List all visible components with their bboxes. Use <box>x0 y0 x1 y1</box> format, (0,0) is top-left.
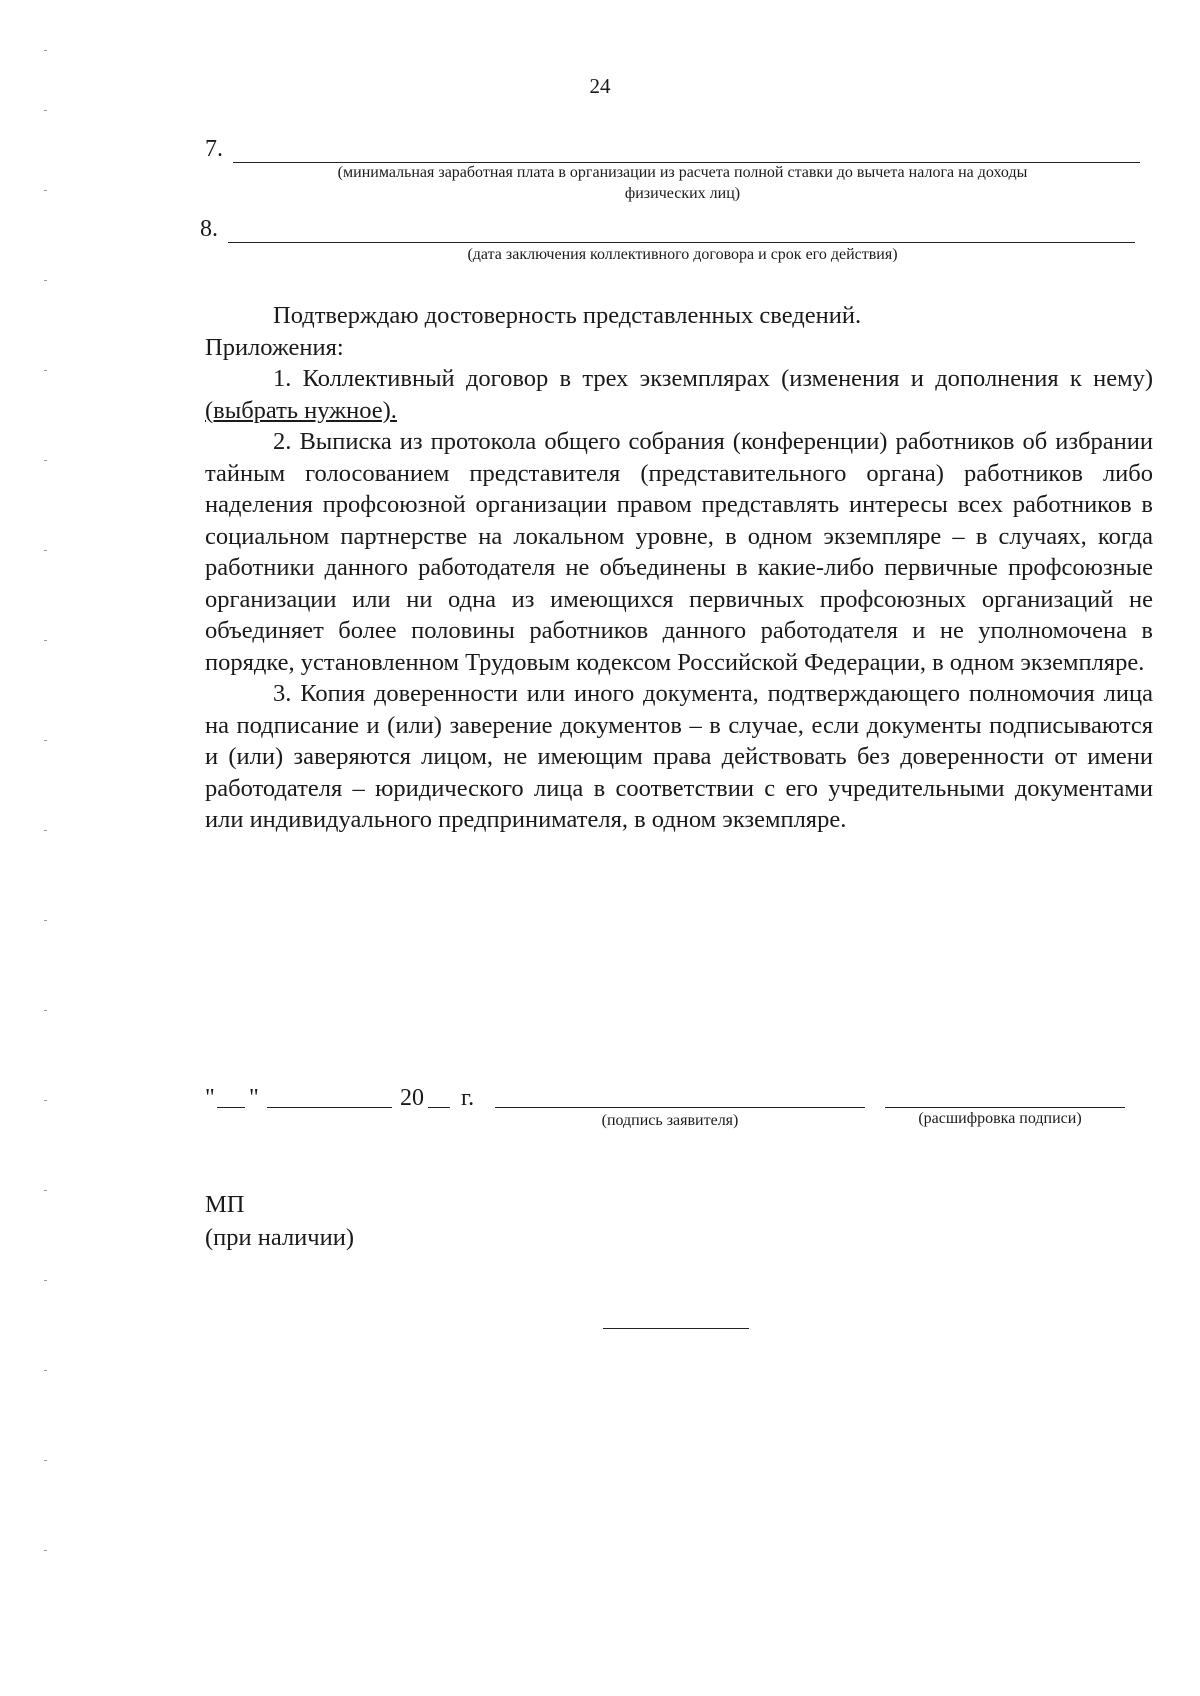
signature-caption: (подпись заявителя) <box>601 1112 739 1129</box>
scan-margin-marks <box>44 40 52 1640</box>
stamp-note: (при наличии) <box>205 1224 354 1251</box>
field-7-caption-line-2: физических лиц) <box>624 185 741 202</box>
field-7-number: 7. <box>205 136 223 162</box>
field-8-caption: (дата заключения коллективного договора и срок его действия) <box>467 246 898 263</box>
page-number: 24 <box>589 74 611 98</box>
attachment-item-1-text: 1. Коллективный договор в трех экземплярах (изменения и дополнения к нему) <box>273 365 1153 392</box>
field-7-caption <box>225 162 1140 204</box>
date-day-blank <box>217 1107 245 1108</box>
end-of-document-rule <box>603 1328 749 1329</box>
field-8-blank <box>228 220 1135 243</box>
field-7-caption-line-1: (минимальная заработная плата в организации из расчета полной ставки до вычета налога на доходы <box>337 164 1028 181</box>
attachment-item-3: 3. Копия доверенности или иного документа, подтверждающего полномочия лица на подписание и (или) заверение документов – в случае, если документы подписываются и (или) заверяются лицом, не имеющим права действовать без доверенности от имени работодателя – юридического лица в соответствии с его учредительными документами или индивидуального предпринимателя, в одном экземпляре. <box>205 680 1153 833</box>
field-8 <box>200 216 1135 243</box>
date-year-blank <box>428 1107 450 1108</box>
stamp-block <box>205 1188 354 1254</box>
date-quote-open: " <box>205 1085 215 1111</box>
stamp-label: МП <box>205 1191 245 1218</box>
field-7-blank <box>233 140 1140 163</box>
attachment-item-1-note: (выбрать нужное). <box>205 396 397 424</box>
decoding-caption: (расшифровка подписи) <box>918 1110 1082 1127</box>
date-month-blank <box>267 1107 392 1108</box>
field-8-number: 8. <box>200 216 218 242</box>
document-body <box>205 300 1153 836</box>
confirmation-text: Подтверждаю достоверность представленных сведений. <box>273 302 862 329</box>
date-year-suffix: г. <box>461 1085 475 1111</box>
signature-blank <box>495 1107 865 1108</box>
field-7 <box>205 136 1140 163</box>
date-quote-close: " <box>249 1085 259 1111</box>
attachment-item-2: 2. Выписка из протокола общего собрания (конференции) работников об избрании тайным голосованием представителя (представительного органа) работников либо наделения профсоюзной организации правом представлять интересы всех работников в социальном партнерстве на локальном уровне, в одном экземпляре – в случаях, когда работники данного работодателя не объединены в какие-либо первичные профсоюзные организации или ни одна из имеющихся первичных профсоюзных организаций не объединяет более половины работников данного работодателя и не уполномочена в порядке, установленном Трудовым кодексом Российской Федерации, в одном экземпляре. <box>205 428 1153 676</box>
attachment-item-1 <box>205 363 1153 426</box>
date-year-prefix: 20 <box>400 1085 424 1111</box>
attachments-heading: Приложения: <box>205 333 344 361</box>
